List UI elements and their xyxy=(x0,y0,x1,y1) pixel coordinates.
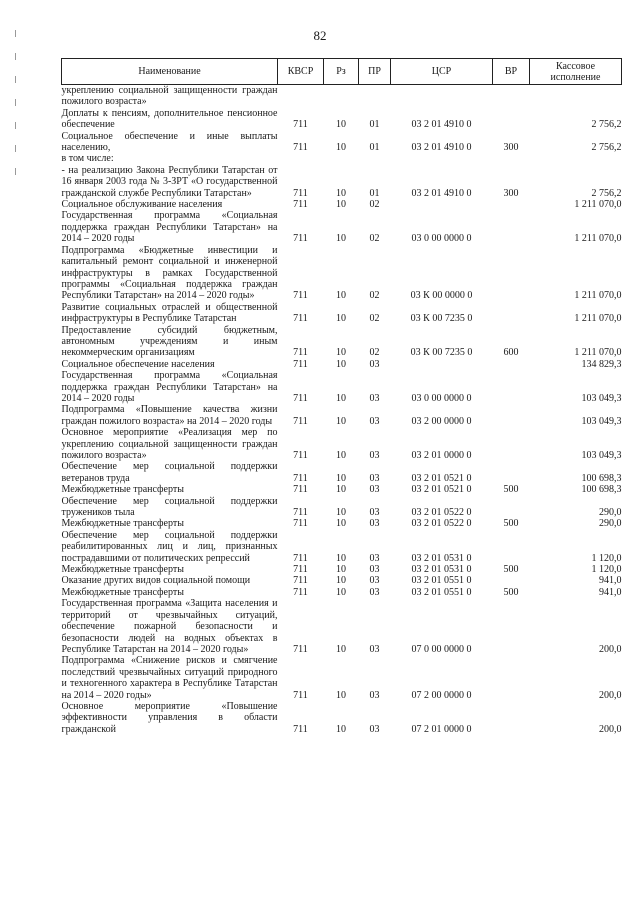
cell-csr: 03 2 01 0521 0 xyxy=(411,472,472,484)
cell-sum: 1 211 070,0 xyxy=(574,199,622,211)
cell-vr xyxy=(493,359,530,370)
cell-vr: 600 xyxy=(503,347,519,359)
cell-pr: 02 xyxy=(369,290,380,302)
cell-csr: 03 2 01 0531 0 xyxy=(411,552,472,564)
cell-kvsr: 711 xyxy=(293,199,308,211)
cell-sum: 200,0 xyxy=(599,723,622,735)
cell-kvsr: 711 xyxy=(293,586,308,598)
cell-rz: 10 xyxy=(336,586,346,598)
cell-pr xyxy=(359,85,391,108)
table-header xyxy=(62,59,622,85)
cell-kvsr: 711 xyxy=(293,313,308,325)
cell-sum: 134 829,3 xyxy=(581,358,622,370)
cell-csr: 03 2 01 4910 0 xyxy=(411,119,472,131)
cell-rz: 10 xyxy=(336,484,346,496)
cell-vr xyxy=(493,108,530,131)
cell-vr xyxy=(493,245,530,302)
cell-vr xyxy=(493,461,530,484)
cell-pr: 01 xyxy=(369,119,380,131)
cell-name: - на реализацию Закона Республики Татарстан от 16 января 2003 года № 3-ЗРТ «О государственной гражданской службе Республики Татарстан» xyxy=(61,164,278,199)
page-number: 82 xyxy=(313,28,327,43)
cell-sum: 1 211 070,0 xyxy=(574,233,622,245)
cell-sum: 200,0 xyxy=(599,689,622,701)
cell-vr xyxy=(493,85,530,108)
table-row xyxy=(62,587,622,598)
cell-kvsr: 711 xyxy=(293,415,308,427)
cell-sum: 290,0 xyxy=(599,518,622,530)
table-row xyxy=(62,210,622,244)
cell-sum: 200,0 xyxy=(599,643,622,655)
cell-sum xyxy=(530,153,622,164)
cell-csr xyxy=(391,359,493,370)
cell-csr: 03 2 01 4910 0 xyxy=(411,142,472,154)
cell-csr: 03 2 01 0522 0 xyxy=(411,507,472,519)
column-header-csr: ЦСР xyxy=(391,59,493,85)
cell-rz: 10 xyxy=(336,358,346,370)
cell-vr xyxy=(493,427,530,461)
cell-sum: 941,0 xyxy=(599,575,622,587)
table-row xyxy=(62,530,622,564)
cell-pr: 03 xyxy=(369,586,380,598)
table-row xyxy=(62,370,622,404)
cell-kvsr: 711 xyxy=(293,187,308,199)
cell-pr: 03 xyxy=(369,643,380,655)
cell-kvsr: 711 xyxy=(293,472,308,484)
cell-sum: 100 698,3 xyxy=(581,472,622,484)
table-row xyxy=(62,701,622,735)
cell-sum: 2 756,2 xyxy=(591,187,622,199)
cell-kvsr: 711 xyxy=(293,392,308,404)
cell-sum: 103 049,3 xyxy=(581,392,622,404)
cell-vr: 500 xyxy=(503,484,519,496)
column-header-sum: Кассовое исполнение xyxy=(530,59,622,85)
table-row xyxy=(62,108,622,131)
cell-rz: 10 xyxy=(336,564,346,576)
cell-rz: 10 xyxy=(336,472,346,484)
table-row xyxy=(62,404,622,427)
cell-csr: 03 2 00 0000 0 xyxy=(411,415,472,427)
cell-csr: 03 2 01 0531 0 xyxy=(411,564,472,576)
cell-sum: 1 211 070,0 xyxy=(574,313,622,325)
cell-name: Государственная программа «Социальная поддержка граждан Республики Татарстан» на 2014 – 2020 годы xyxy=(61,370,278,404)
cell-name: Оказание других видов социальной помощи xyxy=(61,575,251,587)
cell-sum: 1 120,0 xyxy=(591,564,622,576)
column-header-pr: ПР xyxy=(359,59,391,85)
table-row xyxy=(62,496,622,519)
cell-name: Доплаты к пенсиям, дополнительное пенсионное обеспечение xyxy=(61,107,278,131)
cell-kvsr: 711 xyxy=(293,575,308,587)
cell-csr xyxy=(391,85,493,108)
cell-sum: 1 211 070,0 xyxy=(574,347,622,359)
column-header-rz: Рз xyxy=(324,59,359,85)
cell-csr: 03 2 01 0000 0 xyxy=(411,450,472,461)
table-row xyxy=(62,85,622,108)
cell-kvsr: 711 xyxy=(293,233,308,245)
table-row xyxy=(62,598,622,655)
cell-name: Предоставление субсидий бюджетным, автономным учреждениям и иным некоммерческим организациям xyxy=(61,324,278,359)
cell-name: Подпрограмма «Повышение качества жизни граждан пожилого возраста» на 2014 – 2020 годы xyxy=(61,404,278,427)
cell-pr: 03 xyxy=(369,507,380,519)
cell-kvsr: 711 xyxy=(293,564,308,576)
cell-vr xyxy=(493,210,530,244)
cell-csr: 03 К 00 7235 0 xyxy=(410,347,473,359)
cell-name: в том числе: xyxy=(61,153,114,165)
cell-rz: 10 xyxy=(336,290,346,302)
cell-pr: 03 xyxy=(369,552,380,564)
cell-pr: 03 xyxy=(369,415,380,427)
cell-kvsr: 711 xyxy=(293,484,308,496)
table-row xyxy=(62,564,622,575)
cell-vr: 500 xyxy=(503,518,519,530)
cell-rz: 10 xyxy=(336,415,346,427)
cell-vr xyxy=(493,199,530,210)
cell-pr: 03 xyxy=(369,564,380,576)
table-row xyxy=(62,199,622,210)
cell-name: Обеспечение мер социальной поддержки ветеранов труда xyxy=(61,461,278,484)
cell-csr: 03 К 00 7235 0 xyxy=(410,313,473,325)
cell-sum xyxy=(530,85,622,108)
cell-rz xyxy=(324,85,359,108)
cell-name: Социальное обеспечение населения xyxy=(61,358,215,370)
cell-rz: 10 xyxy=(336,643,346,655)
table-row xyxy=(62,655,622,701)
cell-vr xyxy=(493,302,530,325)
cell-rz: 10 xyxy=(336,723,346,735)
cell-vr xyxy=(493,701,530,735)
table-row xyxy=(62,165,622,199)
cell-pr: 03 xyxy=(369,484,380,496)
cell-name: Межбюджетные трансферты xyxy=(61,518,184,530)
cell-csr: 07 0 00 0000 0 xyxy=(411,643,472,655)
cell-pr: 01 xyxy=(369,142,380,154)
cell-csr: 07 2 01 0000 0 xyxy=(411,723,472,735)
cell-csr: 03 К 00 0000 0 xyxy=(410,290,473,302)
cell-csr: 03 2 01 0551 0 xyxy=(411,586,472,598)
cell-csr: 03 2 01 0521 0 xyxy=(411,484,472,496)
cell-name: Основное мероприятие «Реализация мер по укреплению социальной защищенности граждан пожилого возраста» xyxy=(61,427,278,461)
cell-name: Социальное обслуживание населения xyxy=(61,199,223,211)
cell-rz: 10 xyxy=(336,347,346,359)
cell-vr xyxy=(493,153,530,164)
cell-rz: 10 xyxy=(336,392,346,404)
cell-vr xyxy=(493,575,530,586)
cell-pr: 03 xyxy=(369,723,380,735)
cell-csr: 03 2 01 0522 0 xyxy=(411,518,472,530)
cell-rz: 10 xyxy=(336,518,346,530)
cell-kvsr: 711 xyxy=(293,507,308,519)
table-row xyxy=(62,484,622,495)
cell-kvsr: 711 xyxy=(293,119,308,131)
cell-vr xyxy=(493,496,530,519)
table-row xyxy=(62,575,622,586)
cell-sum: 941,0 xyxy=(599,586,622,598)
cell-name: Обеспечение мер социальной поддержки тружеников тыла xyxy=(61,495,278,519)
cell-name: укреплению социальной защищенности граждан пожилого возраста» xyxy=(61,85,278,108)
cell-pr: 02 xyxy=(369,347,380,359)
cell-vr: 300 xyxy=(503,187,519,199)
cell-kvsr: 711 xyxy=(293,142,308,154)
cell-rz: 10 xyxy=(336,187,346,199)
cell-pr: 03 xyxy=(369,575,380,587)
cell-sum: 2 756,2 xyxy=(591,119,622,131)
cell-rz: 10 xyxy=(336,199,346,211)
cell-kvsr: 711 xyxy=(293,643,308,655)
cell-csr xyxy=(391,153,493,164)
cell-name: Межбюджетные трансферты xyxy=(61,564,184,576)
cell-name: Подпрограмма «Бюджетные инвестиции и капитальный ремонт социальной и инженерной инфраструктуры в рамках Государственной программы «Социальная поддержка граждан Республики Татарстан» на 2014 – 2020 годы» xyxy=(61,244,278,302)
cell-rz: 10 xyxy=(336,233,346,245)
cell-pr xyxy=(359,153,391,164)
table-row xyxy=(62,461,622,484)
cell-vr xyxy=(493,655,530,701)
cell-name: Межбюджетные трансферты xyxy=(61,484,184,496)
table-row xyxy=(62,153,622,164)
cell-rz xyxy=(324,153,359,164)
cell-csr xyxy=(391,199,493,210)
cell-kvsr: 711 xyxy=(293,347,308,359)
cell-name: Обеспечение мер социальной поддержки реабилитированных лиц и лиц, признанных пострадавшими от политических репрессий xyxy=(61,529,278,564)
cell-vr xyxy=(493,404,530,427)
cell-rz: 10 xyxy=(336,119,346,131)
cell-pr: 02 xyxy=(369,233,380,245)
cell-pr: 02 xyxy=(369,199,380,211)
cell-pr: 01 xyxy=(369,187,380,199)
cell-csr: 07 2 00 0000 0 xyxy=(411,689,472,701)
cell-sum: 103 049,3 xyxy=(581,450,622,461)
budget-table xyxy=(61,58,622,735)
cell-kvsr: 711 xyxy=(293,518,308,530)
cell-rz: 10 xyxy=(336,142,346,154)
cell-name: Социальное обеспечение и иные выплаты населению, xyxy=(61,130,278,154)
cell-name: Развитие социальных отраслей и общественной инфраструктуры в Республике Татарстан xyxy=(61,301,278,325)
cell-pr: 03 xyxy=(369,472,380,484)
cell-csr: 03 2 01 0551 0 xyxy=(411,575,472,587)
cell-sum: 100 698,3 xyxy=(581,484,622,496)
cell-pr: 03 xyxy=(369,392,380,404)
table-body xyxy=(62,85,622,736)
table-row xyxy=(62,131,622,154)
cell-kvsr: 711 xyxy=(293,552,308,564)
cell-csr: 03 0 00 0000 0 xyxy=(411,233,472,245)
cell-sum: 103 049,3 xyxy=(581,415,622,427)
margin-binding-marks xyxy=(15,30,17,190)
cell-pr: 02 xyxy=(369,313,380,325)
cell-rz: 10 xyxy=(336,575,346,587)
cell-rz: 10 xyxy=(336,507,346,519)
cell-vr xyxy=(493,598,530,655)
column-header-name: Наименование xyxy=(62,59,278,85)
cell-name: Межбюджетные трансферты xyxy=(61,586,184,598)
cell-vr xyxy=(493,530,530,564)
cell-kvsr: 711 xyxy=(293,290,308,302)
cell-kvsr xyxy=(278,153,324,164)
table-row xyxy=(62,427,622,461)
cell-sum: 1 120,0 xyxy=(591,552,622,564)
cell-vr: 500 xyxy=(503,586,519,598)
cell-pr: 03 xyxy=(369,518,380,530)
cell-sum: 2 756,2 xyxy=(591,142,622,154)
cell-kvsr xyxy=(278,85,324,108)
column-header-vr: ВР xyxy=(493,59,530,85)
table-row xyxy=(62,325,622,359)
cell-csr: 03 2 01 4910 0 xyxy=(411,187,472,199)
cell-rz: 10 xyxy=(336,689,346,701)
cell-vr xyxy=(493,370,530,404)
cell-sum: 1 211 070,0 xyxy=(574,290,622,302)
cell-kvsr: 711 xyxy=(293,689,308,701)
cell-rz: 10 xyxy=(336,450,346,461)
cell-name: Государственная программа «Социальная поддержка граждан Республики Татарстан» на 2014 – 2020 годы xyxy=(61,210,278,245)
cell-name: Подпрограмма «Снижение рисков и смягчение последствий чрезвычайных ситуаций природного и техногенного характера в Республике Татарстан на 2014 – 2020 годы» xyxy=(61,655,278,701)
cell-pr: 03 xyxy=(369,450,380,461)
cell-kvsr: 711 xyxy=(293,358,308,370)
table-row xyxy=(62,518,622,529)
table-row xyxy=(62,359,622,370)
cell-name: Основное мероприятие «Повышение эффективности управления в области гражданской xyxy=(61,700,278,735)
cell-kvsr: 711 xyxy=(293,450,308,461)
column-header-kvsr: КВСР xyxy=(278,59,324,85)
cell-name: Государственная программа «Защита населения и территорий от чрезвычайных ситуаций, обеспечение пожарной безопасности и безопасности людей на водных объектах в Республике Татарстан на 2014 – 2020 годы» xyxy=(61,598,278,655)
cell-kvsr: 711 xyxy=(293,723,308,735)
cell-vr: 300 xyxy=(503,142,519,154)
cell-vr: 500 xyxy=(503,564,519,576)
cell-sum: 290,0 xyxy=(599,507,622,519)
table-row xyxy=(62,245,622,302)
cell-rz: 10 xyxy=(336,552,346,564)
cell-rz: 10 xyxy=(336,313,346,325)
cell-pr: 03 xyxy=(369,358,380,370)
cell-csr: 03 0 00 0000 0 xyxy=(411,392,472,404)
table-row xyxy=(62,302,622,325)
cell-pr: 03 xyxy=(369,689,380,701)
